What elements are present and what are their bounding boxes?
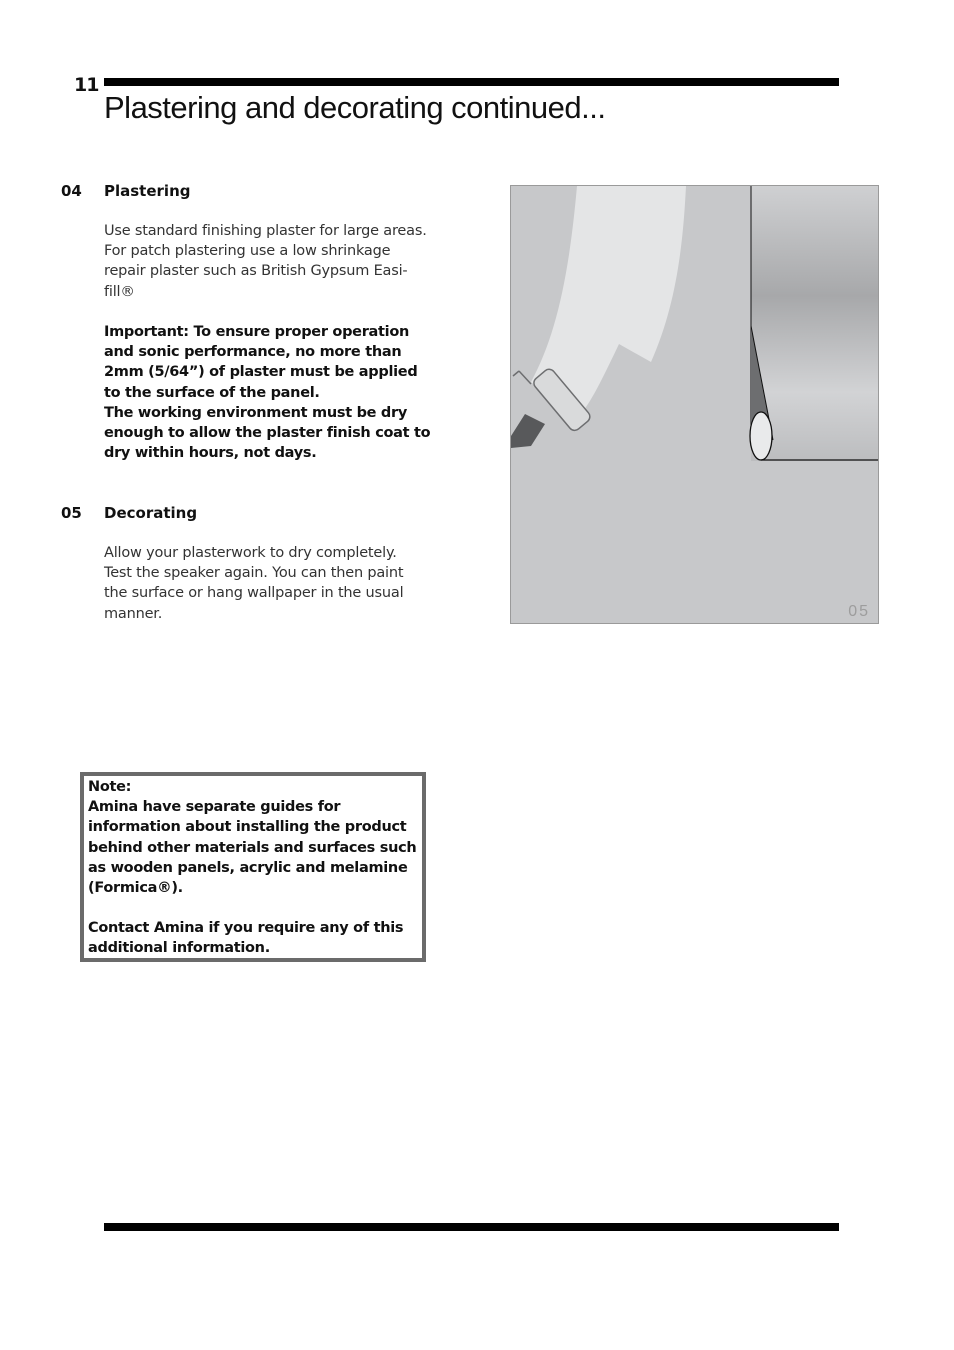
decorating-scene <box>511 186 878 623</box>
step-04-title: Plastering <box>104 182 191 200</box>
note-box <box>80 772 426 962</box>
step-04-important: Important: To ensure proper operation and sonic performance, no more than 2mm (5/64”) of plaster must be applied to the surface of the panel. The working environment must be dry enough to allow the plaster finish coat to dry within hours, not days. <box>104 324 431 462</box>
note-paragraph-2: Contact Amina if you require any of this additional information. <box>88 920 404 957</box>
page-title: Plastering and decorating continued... <box>104 90 606 125</box>
figure-label: 05 <box>848 603 870 620</box>
step-04-body: Use standard finishing plaster for large areas. For patch plastering use a low shrinkage repair plaster such as British Gypsum Easi-fill® <box>104 223 427 300</box>
note-heading: Note: <box>88 779 132 795</box>
step-05-body: Allow your plasterwork to dry completely. Test the speaker again. You can then paint the surface or hang wallpaper in the usual manner. <box>104 545 404 622</box>
top-rule <box>104 78 839 86</box>
decorating-illustration <box>510 185 879 624</box>
step-05-number: 05 <box>61 504 82 522</box>
note-paragraph-1: Amina have separate guides for information about installing the product behind other materials and surfaces such as wooden panels, acrylic and melamine (Formica®). <box>88 799 417 897</box>
step-05-title: Decorating <box>104 504 198 522</box>
bottom-rule <box>104 1223 839 1231</box>
wallpaper-roll-icon <box>750 186 878 461</box>
page-number: 11 <box>74 74 99 96</box>
step-04-number: 04 <box>61 182 82 200</box>
note-spacer <box>88 898 418 918</box>
